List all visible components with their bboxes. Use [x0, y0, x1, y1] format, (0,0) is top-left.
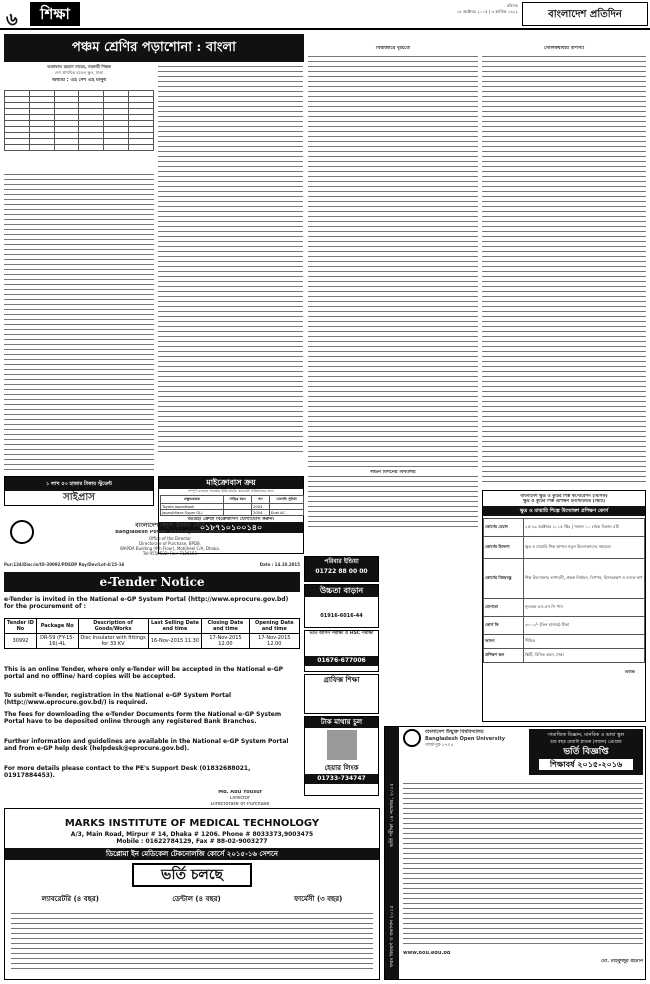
- date-line: [440, 3, 518, 15]
- microbus-col-fuel: জ্বালানি সুবিধা: [269, 496, 303, 504]
- marks-mobile: Mobile : 01622784129, Fax # 88-02-9003277: [116, 838, 268, 845]
- table-cell: 2004: [252, 504, 270, 510]
- table-cell: কোর্সের বিষয়বস্তু: [484, 559, 524, 599]
- bpdb-name-en: Bangladesh Power Development Board: [115, 530, 225, 535]
- table-cell: কোর্স ফি: [484, 617, 524, 635]
- middle-column-text: [308, 54, 478, 529]
- lesson-chapter: অধ্যায় : এই দেশ এই মানুষ: [51, 78, 107, 83]
- etender-title: e-Tender Notice: [4, 572, 300, 592]
- marks-course-row: [5, 893, 379, 905]
- marks-course: ল্যাবরেটরি (৪ বছর): [41, 895, 99, 903]
- hsc-ad[interactable]: [304, 630, 379, 672]
- weekday: রবিবার: [506, 3, 518, 8]
- marks-diploma: ডিপ্লোমা ইন মেডিকেল টেকনোলজি কোর্সে ২০১৫-১৬ সেশনে: [5, 848, 379, 860]
- lesson-title: পঞ্চম শ্রেণির পড়াশোনা : বাংলা: [4, 34, 304, 62]
- etender-table: [4, 618, 300, 649]
- sme-table: [483, 518, 645, 663]
- etender-intro: e-Tender is invited in the National e-GP System Portal (http://www.eprocure.gov.bd) for the procurement of :: [4, 596, 289, 610]
- sme-course-title: ক্ষুদ্র ও মাঝারি শিল্পে উদ্যোক্তা প্রশিক্ষণ কোর্স: [483, 506, 645, 516]
- bpdb-name-bn: বাংলাদেশ বিদ্যুৎ উন্নয়ন বোর্ড: [135, 522, 205, 529]
- etender-col-opening: Opening Date and time: [249, 619, 299, 634]
- masthead: বাংলাদেশ প্রতিদিন: [522, 2, 648, 26]
- lesson-author: আরাফাত রহমান সায়েম, সহকারী শিক্ষক: [47, 64, 111, 69]
- middle-heading: বিশ্বাজারে বৃষ্টিতে: [376, 46, 410, 51]
- table-cell: 30992: [5, 634, 37, 649]
- india-ad[interactable]: [304, 556, 379, 582]
- table-cell: 2004: [252, 510, 270, 516]
- etender-col-selling: Last Selling Date and time: [148, 619, 202, 634]
- marks-details: [11, 911, 373, 971]
- bou-name-block: [425, 729, 525, 748]
- bou-city: গাজীপুর-১৭০৫: [425, 743, 454, 748]
- etender-col-id: Tender ID No: [5, 619, 37, 634]
- height-title: উচ্চতা বাড়ান: [305, 585, 378, 597]
- marks-course: ফার্মেসী (৩ বছর): [294, 895, 343, 903]
- table-cell: Dual AC: [269, 510, 303, 516]
- etender-para-1: This is an online Tender, where only e-Tender will be accepted in the National e-GP portal and no offline/ hard copies will be accepted.: [4, 666, 284, 680]
- microbus-title: মাইক্রোবাস ক্রয়: [159, 477, 303, 489]
- hair-photo: [327, 730, 357, 760]
- etender-sign-role2: Directorate of Purchase: [210, 802, 270, 807]
- table-cell: 17-Nov-2015 12.00: [249, 634, 299, 649]
- table-cell: স্কিটি, বিসিক ভবন, ঢাকা: [524, 649, 645, 663]
- lesson-text-left: [4, 172, 154, 472]
- table-cell: প্রশিক্ষণ স্থল: [484, 649, 524, 663]
- bou-name-en: Bangladesh Open University: [425, 736, 505, 742]
- height-phone[interactable]: 01916-6016-44: [320, 613, 363, 619]
- marks-ad[interactable]: [4, 808, 380, 980]
- lonavishnu-heading: লন্ডন মিশনের বিদ্যালয়: [308, 470, 478, 475]
- bpdb-directorate: Directorate of Purchase, BPDB.: [139, 541, 201, 546]
- bpdb-tel: Tel:9550532; Fax: 7126151: [142, 551, 198, 556]
- height-ad[interactable]: [304, 584, 379, 628]
- hair-title: টাক মাথায় চুল: [305, 717, 378, 728]
- india-phone[interactable]: 01722 88 00 00: [315, 568, 368, 575]
- etender-para-3: The fees for downloading the e-Tender Documents form the National e-GP System Portal have to be deposited online through any registered Bank Branches.: [4, 711, 282, 725]
- word-table: [4, 90, 154, 170]
- india-title: পরিবার ইন্ডিয়া: [324, 558, 359, 565]
- page-number: ৬: [6, 9, 18, 30]
- microbus-sub: সম্পূর্ণ ব্যবহৃত অবস্থায় ইঞ্চিপ্রেটের ক্রয়কারী প্রতিষ্ঠানের জন্য: [188, 489, 274, 493]
- bpdb-address: WAPDA Building (9th Floor), Motijheel C/A, Dhaka.: [120, 546, 220, 551]
- table-cell: ৩০০০/- (তিন হাজার) টাকা: [524, 617, 645, 635]
- bou-admission-ad: [384, 726, 646, 980]
- microbus-phone[interactable]: ০১৮৭১০১০০১৪০: [159, 522, 303, 533]
- microbus-contact: আগ্রহী ক্রেতা বিক্রেতাগণ যোগাযোগ করুন।: [187, 517, 275, 522]
- bou-details: [403, 781, 643, 947]
- table-cell: ন্যূনতম এস.এস.সি পাস: [524, 599, 645, 617]
- table-cell: Japan(Hiace Super GL): [161, 510, 224, 516]
- marks-address: A/3, Main Road, Mirpur # 14, Dhaka # 1206. Phone # 8033373,9003475: [70, 831, 314, 838]
- bpdb-ref: Pur:134/Disc:in/ID-30992/PDSDP Ray/Dev/Lot-4/15-16: [4, 562, 125, 567]
- table-cell: Disc Insulator with fittings for 33 KV: [78, 634, 148, 649]
- table-cell: 16-Nov-2015 11.30: [148, 634, 202, 649]
- sciprose-title: সাইপ্রাস: [63, 492, 95, 503]
- right-column-text: [482, 54, 646, 486]
- etender-sign-role1: Director: [229, 796, 251, 801]
- microbus-col-maker: প্রস্তুতকারক: [161, 496, 224, 504]
- sme-org: বাংলাদেশ ক্ষুদ্র ও কুটির শিল্প কর্পোরেশন (বিসিক): [520, 494, 608, 499]
- section-title: শিক্ষা: [30, 2, 80, 26]
- bou-side-text-2: ফরম বিতরণ ও জমাদান ২০১৫: [389, 905, 395, 967]
- bpdb-office: Office of the Director: [149, 536, 191, 541]
- bou-program-box: [529, 729, 643, 775]
- lesson-text-right: [158, 64, 303, 454]
- bou-program: চার বছর মেয়াদি স্নাতক (সম্মান) প্রোগ্রাম: [550, 740, 622, 745]
- sme-training-ad: [482, 490, 646, 722]
- sme-sign: অধ্যক্ষ: [624, 669, 635, 674]
- etender-col-closing: Closing Date and time: [202, 619, 249, 634]
- etender-para-4: Further information and guidelines are available in the National e-GP System Portal and from e-GP help desk (helpdesk@eprocure.gov.bd).: [4, 738, 289, 752]
- table-cell: যোগ্যতা: [484, 599, 524, 617]
- marks-course: ডেন্টাল (৪ বছর): [172, 895, 221, 903]
- table-cell: ২৫-২৯ অক্টোবর ২০১৫ খ্রিঃ | সকাল ১০ থেকে বিকাল ৫টা: [524, 519, 645, 537]
- sme-institute: ক্ষুদ্র ও কুটির শিল্প প্রশিক্ষণ ইনস্টিটিউট (স্কিটি): [522, 499, 606, 504]
- etender-signatory: Md. Abu Yousuf: [218, 790, 262, 795]
- microbus-table: [160, 495, 304, 516]
- graphics-title: গ্রাফিক্স শিক্ষা: [323, 676, 360, 684]
- etender-col-package: Package No: [36, 619, 78, 634]
- hair-ad[interactable]: [304, 716, 379, 796]
- graphics-ad[interactable]: [304, 674, 379, 714]
- table-cell: Toyota JapanNoah: [161, 504, 224, 510]
- bou-name-bn: বাংলাদেশ উন্মুক্ত বিশ্ববিদ্যালয়: [425, 729, 484, 735]
- bou-side-text: ভর্তি পরীক্ষা ০৪ নভেম্বর, ২০১৫: [389, 783, 395, 847]
- sciprose-ad[interactable]: [4, 476, 154, 506]
- etender-para-5: For more details please contact to the PE's Support Desk (01832688021, 01917884453).: [4, 765, 251, 779]
- table-cell: ক্ষুদ্র ও মাঝারি শিল্প স্থাপনে নতুন উদ্যোক্তাদের সহায়তা: [524, 537, 645, 559]
- bou-contact: মো. মাহফুজুর রহমান: [601, 959, 643, 964]
- bou-admission: ভর্তি বিজ্ঞপ্তি: [563, 747, 609, 757]
- marks-title: MARKS INSTITUTE OF MEDICAL TECHNOLOGY: [64, 818, 320, 829]
- marks-admission: ভর্তি চলছে: [132, 863, 252, 887]
- right-heading: গোলকধাঁধার তপস্যা: [543, 46, 585, 51]
- date: ১৮ অক্টোবর ২০১৫ | ৩ কার্তিক ১৪২২: [456, 9, 518, 14]
- hair-name: হেয়ার লিংক: [324, 764, 359, 772]
- table-cell: সীমিত: [524, 635, 645, 649]
- hair-phone[interactable]: 01733-734747: [305, 774, 378, 784]
- table-cell: কোর্সের মেয়াদ: [484, 519, 524, 537]
- hsc-phone[interactable]: 01676-677006: [305, 656, 378, 666]
- etender-para-2: To submit e-Tender, registration in the National e-GP System Portal (http://www.eprocure.gov.bd/) is required.: [4, 692, 232, 706]
- microbus-col-type: গাড়ির ধরন: [224, 496, 252, 504]
- bou-website[interactable]: www.bou.edu.bd: [403, 951, 523, 956]
- table-cell: কোর্সের উদ্দেশ্য: [484, 537, 524, 559]
- bpdb-logo-row: [4, 508, 154, 518]
- table-cell: শিল্প উদ্যোক্তার গুণাবলী, প্রকল্প নির্বাচন, বিপণন, হিসাবরক্ষণ ও ব্যাংক ঋণ: [524, 559, 645, 599]
- table-cell: DR-59 (FY-15-16)-4L: [36, 634, 78, 649]
- sciprose-tag: ১ লাখ ৫৩ হাজার টাকায় স্টুডেন্ট: [5, 477, 153, 491]
- hsc-title: ভর্তি আসন পরীক্ষা ও HSC পরীক্ষা: [309, 631, 374, 636]
- bou-logo-icon: [403, 729, 421, 747]
- table-cell: আসন: [484, 635, 524, 649]
- microbus-col-year: সন: [252, 496, 270, 504]
- etender-col-description: Description of Goods/Works: [78, 619, 148, 634]
- bpdb-date: Date : 14.10.2015: [259, 562, 300, 567]
- bou-session: শিক্ষাবর্ষ ২০১৫-২০১৬: [539, 759, 633, 770]
- table-cell: 17-Nov-2015 12.00: [202, 634, 249, 649]
- bou-school: সামাজিক বিজ্ঞান, মানবিক ও ভাষা স্কুল: [547, 732, 625, 738]
- bpdb-logo-icon: [10, 520, 34, 544]
- lesson-school: দেশ প্রাথমিক মডেল স্কুল, ঢাকা: [54, 70, 104, 75]
